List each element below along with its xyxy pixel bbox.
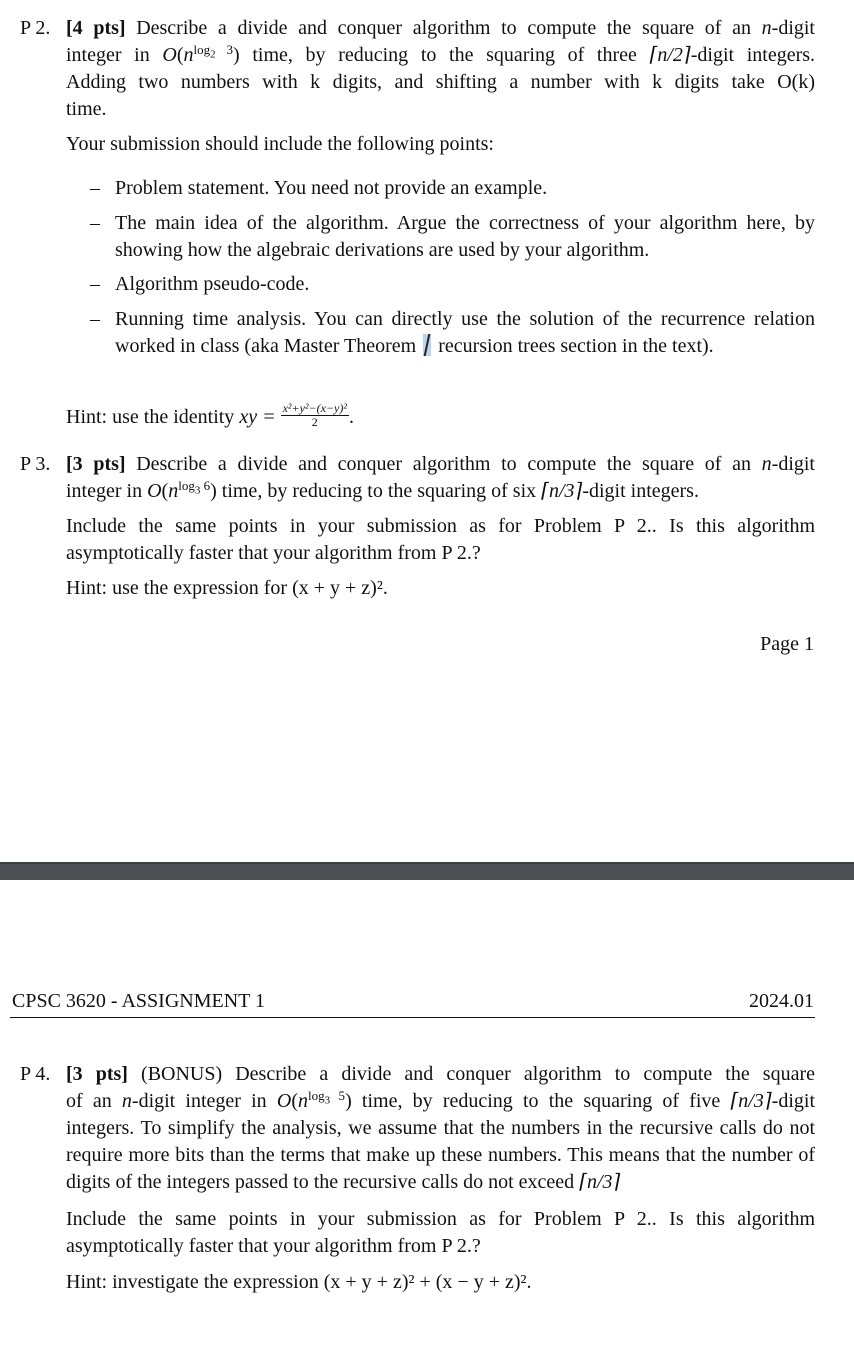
fraction-numerator: x²+y²−(x−y)² (282, 400, 347, 415)
p4-digit: -digit (771, 1090, 816, 1112)
p2-points: [4 pts] (66, 17, 126, 39)
list-item-text: The main idea of the algorithm. Argue the correctness of your algorithm here, by showing how the algebraic derivations are used by your algorithm. (115, 212, 815, 261)
p2-line-1 (66, 15, 815, 42)
p3-digit-integers: -digit integers. (582, 480, 699, 502)
p4-rest-text: integers. To simplify the analysis, we assume that the numbers in the recursive calls do not require more bits than the terms that make up these numbers. This means that the number of digits of the integers passed to the recursive calls do not exceed (66, 1117, 815, 1193)
p3-line-2: integer in $O(n^{log_3 6})$ time, by reducing to the squaring of six ⌈n/3⌉-digit integers. (66, 478, 699, 502)
page-1: P 2. [4 pts] Describe a divide and conquer algorithm to compute the square of an n-digit integer in $O(n^{log_2 3})$ time, by reducing to the squaring of three ⌈n/2⌉-digit integers. Adding two numbers with k digits, and shifting a number with k digits take O(k) time. Your submission should include the following points: – Problem statement. You need not provide an example. – The main idea of the algorithm. Argue the correctness of your algorithm here, by showing how the algebraic derivations are used by your algorithm. – Algorithm pseudo-code. – Running time analysis. You can directly use the solution of the recurrence relation worked in class (aka Master Theorem recursion trees section in the text). Hint: use the identity xy = $\frac{\text{x²+y²−(x−y)²}}{2}$ . P 3. [3 pts] Describe a divide and conquer algorithm to compute the square of an n-digit integer in $O(n^{log_3 6})$ time, by reducing to the squaring of six ⌈n/3⌉-digit integers. Include the same points in your submission as for Problem P 2.. Is this algorithm asymptotically faster that your algorithm from P 2.? Hint: use the expression for (x + y + z)². Page 1 (0, 0, 854, 862)
header-course: CPSC 3620 - ASSIGNMENT 1 (12, 990, 266, 1012)
p2-n: n (761, 17, 772, 39)
p2-complexity: O (162, 44, 177, 66)
p4-ceil: ⌈n/3⌉ (730, 1090, 772, 1112)
p2-hint-lhs: xy = (239, 406, 276, 428)
p4-rest: integers. To simplify the analysis, we assume that the numbers in the recursive calls do not require more bits than the terms that make up these numbers. This means that the number of digits of the integers passed to the recursive calls do not exceed ⌈n/3⌉ (66, 1117, 815, 1193)
p2-line-2: integer in $O(n^{log_2 3})$ time, by reducing to the squaring of three ⌈n/2⌉-digit integers. (66, 42, 816, 66)
p4-line-1 (66, 1061, 815, 1088)
fraction-denominator: 2 (311, 414, 318, 429)
p3-same-points: Include the same points in your submission as for Problem P 2.. Is this algorithm asymptotically faster that your algorithm from P 2.? (66, 515, 815, 564)
p2-line-4: time. (66, 98, 107, 120)
p4-points: [3 pts] (66, 1063, 128, 1085)
p2-hint-prefix: Hint: use the identity (66, 406, 235, 428)
text-cursor (423, 334, 431, 356)
p4-same-points: Include the same points in your submission as for Problem P 2.. Is this algorithm asymptotically faster that your algorithm from P 2.? (66, 1208, 815, 1257)
p3-ceil: ⌈n/3⌉ (541, 480, 583, 502)
hint-fraction (281, 402, 349, 429)
p4-label: P 4. (20, 1063, 51, 1085)
p4-intro: (BONUS) Describe a divide and conquer algorithm to compute the square (141, 1063, 815, 1085)
running-time-text-2: recursion trees section in the text). (438, 335, 714, 357)
p2-digit-integers: -digit integers. (690, 44, 816, 66)
p3-label: P 3. (20, 453, 51, 475)
p4-hint: Hint: investigate the expression (x + y + z)² + (x − y + z)². (66, 1271, 532, 1293)
p2-line-3: Adding two numbers with k digits, and shifting a number with k digits take O(k) (66, 71, 815, 93)
list-item-text (115, 306, 815, 360)
list-item-text: Problem statement. You need not provide an example. (115, 177, 548, 199)
p4-line-2: of an n-digit integer in $O(n^{log_3 5})$ time, by reducing to the squaring of five ⌈n/3⌉-digit (66, 1088, 816, 1112)
page-separator (0, 862, 854, 880)
p2-intro: Describe a divide and conquer algorithm to compute the square of an (136, 17, 751, 39)
p2-hint: Hint: use the identity xy = $\frac{\text{x²+y²−(x−y)²}}{2}$ . (66, 400, 354, 429)
p4-of-an: of an (66, 1090, 112, 1112)
p3-integer-in: integer in (66, 480, 143, 502)
p3-hint: Hint: use the expression for (x + y + z)². (66, 577, 388, 599)
page-number: Page 1 (760, 633, 814, 655)
p3-complexity: O (147, 480, 162, 502)
list-item-text: Algorithm pseudo-code. (115, 273, 310, 295)
p2-digit: -digit (771, 17, 815, 39)
p3-reduce-text: time, by reducing to the squaring of six (221, 480, 537, 502)
p3-intro: Describe a divide and conquer algorithm to compute the square of an (136, 453, 751, 475)
p2-ceil: ⌈n/2⌉ (649, 44, 691, 66)
p4-complexity: O (276, 1090, 292, 1112)
p3-points: [3 pts] (66, 453, 126, 475)
header-date: 2024.01 (749, 990, 814, 1012)
p3-line-1: [3 pts] Describe a divide and conquer algorithm to compute the square of an n-digit (66, 453, 815, 475)
p2-submission: Your submission should include the following points: (66, 133, 494, 155)
p4-reduce-text: time, by reducing to the squaring of five (361, 1090, 721, 1112)
p2-reduce-text: time, by reducing to the squaring of three (252, 44, 637, 66)
p2-integer-in: integer in (66, 44, 150, 66)
p2-label: P 2. (20, 17, 51, 39)
p4-digit-integer-in: -digit integer in (131, 1090, 267, 1112)
running-time-text: Running time analysis. You can directly use the solution of the recurrence relation worked in class (aka Master Theorem (115, 308, 815, 357)
header-rule (10, 1017, 815, 1018)
